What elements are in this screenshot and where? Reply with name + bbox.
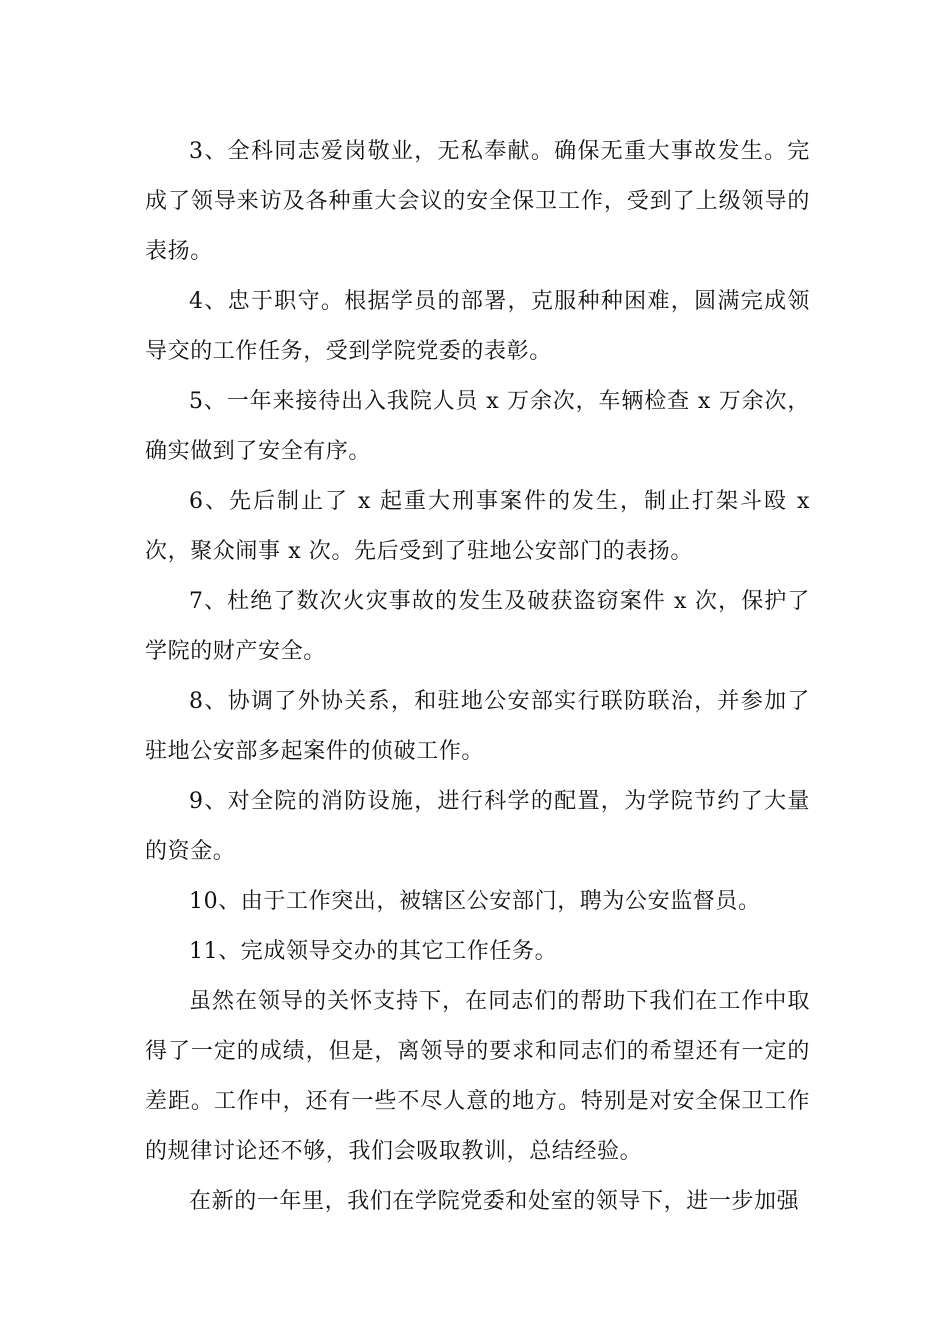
paragraph-new-year: 在新的一年里，我们在学院党委和处室的领导下，进一步加强 (189, 1189, 800, 1214)
document-body (145, 127, 810, 1227)
paragraph-item-8: 8、协调了外协关系，和驻地公安部实行联防联治，并参加了驻地公安部多起案件的侦破工作。 (145, 689, 810, 764)
paragraph-summary: 虽然在领导的关怀支持下，在同志们的帮助下我们在工作中取得了一定的成绩，但是，离领导的要求和同志们的希望还有一定的差距。工作中，还有一些不尽人意的地方。特别是对安全保卫工作的规律讨论还不够，我们会吸取教训，总结经验。 (145, 989, 810, 1164)
paragraph-item-4: 4、忠于职守。根据学员的部署，克服种种困难，圆满完成领导交的工作任务，受到学院党委的表彰。 (145, 289, 810, 364)
paragraph-item-11: 11、完成领导交办的其它工作任务。 (189, 939, 558, 964)
paragraph-item-6: 6、先后制止了 x 起重大刑事案件的发生，制止打架斗殴 x 次，聚众闹事 x 次。先后受到了驻地公安部门的表扬。 (145, 489, 810, 564)
paragraph-item-10: 10、由于工作突出，被辖区公安部门，聘为公安监督员。 (189, 889, 761, 914)
paragraph-item-7: 7、杜绝了数次火灾事故的发生及破获盗窃案件 x 次，保护了学院的财产安全。 (145, 589, 810, 664)
paragraph-item-9: 9、对全院的消防设施，进行科学的配置，为学院节约了大量的资金。 (145, 789, 810, 864)
paragraph-item-3: 3、全科同志爱岗敬业，无私奉献。确保无重大事故发生。完成了领导来访及各种重大会议的安全保卫工作，受到了上级领导的表扬。 (145, 139, 810, 264)
paragraph-item-5: 5、一年来接待出入我院人员 x 万余次，车辆检查 x 万余次，确实做到了安全有序。 (145, 389, 810, 464)
